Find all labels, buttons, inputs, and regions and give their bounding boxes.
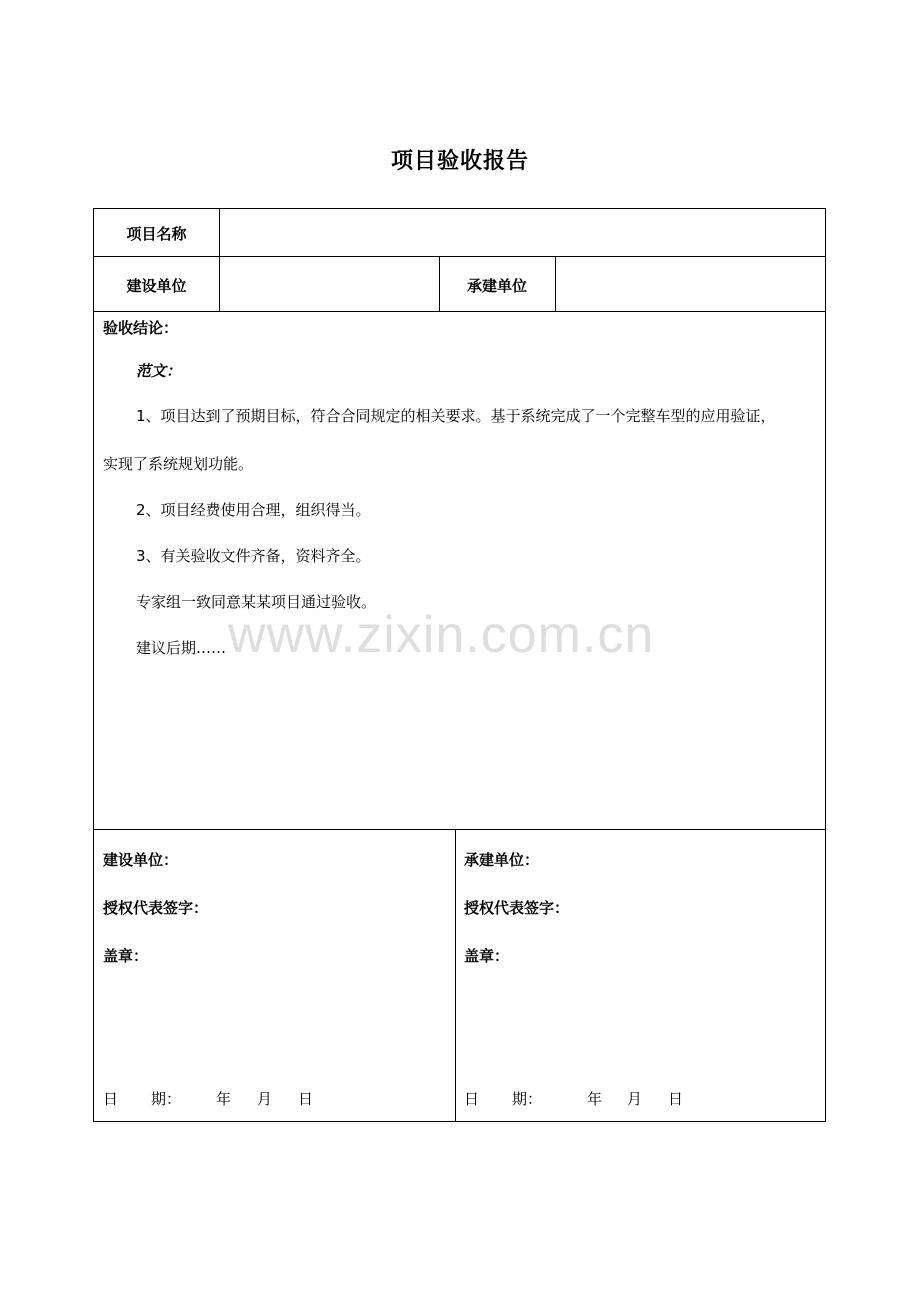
conclusion-item-2: 2、项目经费使用合理，组织得当。: [136, 501, 371, 519]
conclusion-item-3: 3、有关验收文件齐备，资料齐全。: [136, 547, 371, 565]
sign-contractor-label: 承建单位：: [464, 851, 540, 869]
sign-build-unit-label: 建设单位：: [103, 851, 179, 869]
date-day: 日: [298, 1090, 314, 1108]
conclusion-item-1-line-1: 1、项目达到了预期目标，符合合同规定的相关要求。基于系统完成了一个完整车型的应用验证，: [136, 407, 776, 425]
date-year: 年: [216, 1090, 232, 1108]
row-divider-2: [94, 311, 825, 312]
expert-statement: 专家组一致同意某某项目通过验收。: [136, 593, 377, 611]
date-day: 日: [668, 1090, 684, 1108]
date-month: 月: [257, 1090, 273, 1108]
conclusion-item-1-line-2: 实现了系统规划功能。: [103, 455, 254, 473]
date-label-period: 期：: [512, 1090, 543, 1108]
conclusion-label: 验收结论：: [103, 319, 179, 337]
watermark: www.zixin.com.cn: [228, 606, 655, 664]
sign-build-rep-label: 授权代表签字：: [103, 899, 209, 917]
sign-contractor-seal-label: 盖章：: [464, 947, 510, 965]
date-year: 年: [587, 1090, 603, 1108]
build-unit-label: 建设单位: [126, 277, 187, 295]
contractor-label: 承建单位: [466, 277, 527, 295]
suggestion: 建议后期……: [136, 639, 227, 657]
date-label-day-char: 日: [103, 1090, 119, 1108]
page-title: 项目验收报告: [390, 149, 529, 174]
sign-build-seal-label: 盖章：: [103, 947, 149, 965]
contractor-field[interactable]: [556, 257, 825, 311]
build-unit-field[interactable]: [220, 257, 439, 311]
date-label-period: 期：: [151, 1090, 182, 1108]
sign-contractor-rep-label: 授权代表签字：: [464, 899, 570, 917]
project-name-label: 项目名称: [126, 225, 187, 243]
project-name-field[interactable]: [220, 209, 825, 256]
date-label-day-char: 日: [464, 1090, 480, 1108]
acceptance-form: [93, 208, 826, 1122]
date-month: 月: [627, 1090, 643, 1108]
col-divider-signature: [455, 829, 456, 1121]
sample-label: 范文：: [136, 362, 182, 380]
row-divider-3: [94, 829, 825, 830]
